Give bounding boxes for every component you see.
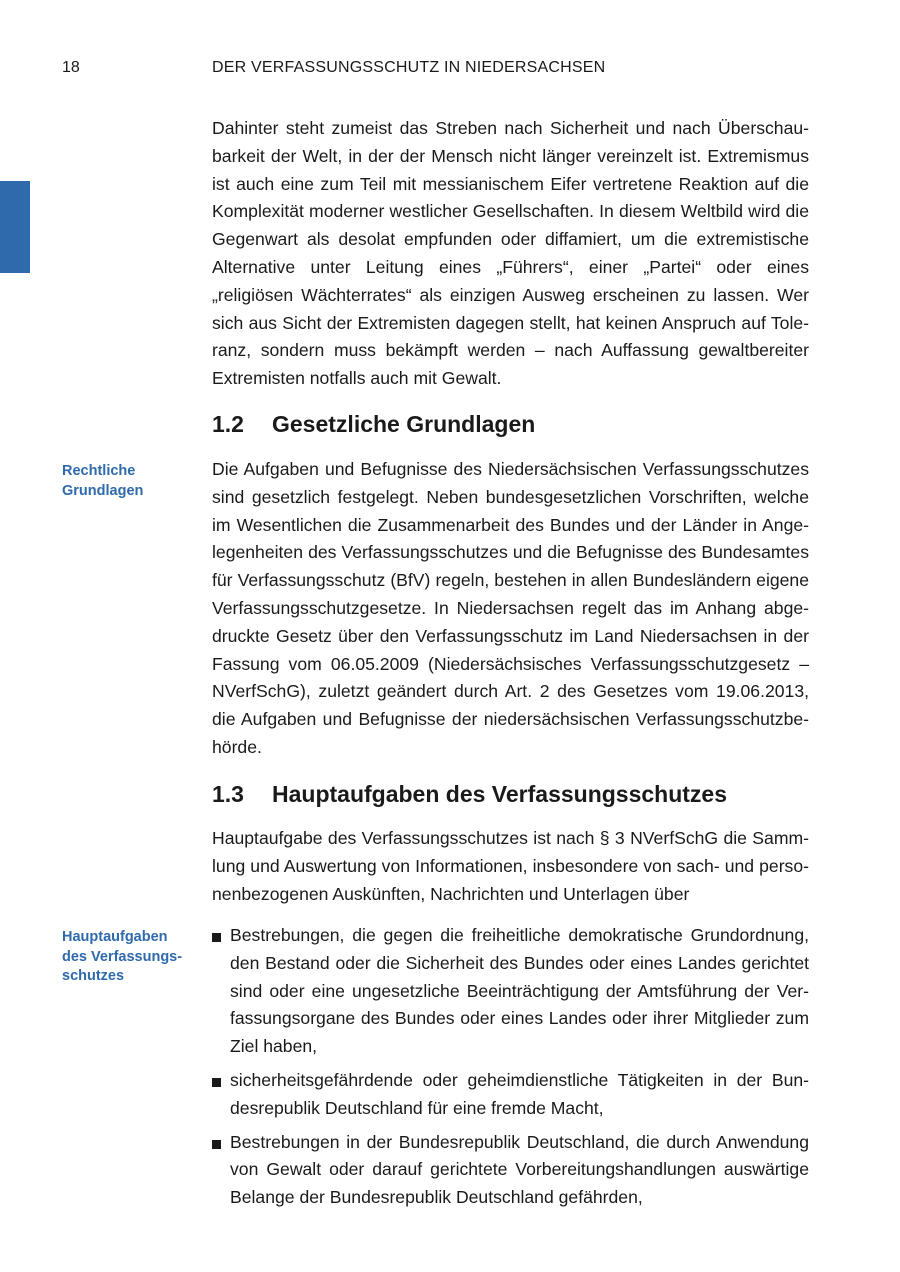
main-tasks-list xyxy=(212,922,809,1218)
list-item xyxy=(212,1067,809,1123)
list-item xyxy=(212,922,809,1061)
list-item-text: Bestrebungen in der Bundesrepublik Deutschland, die durch Anwendung von Gewalt oder darauf gerichtete Vorbereitungshandlungen auswärtige Belange der Bundesrepublik Deutschland gefährden, xyxy=(230,1131,809,1208)
margin-note-legal-basis: Rechtliche Grundlagen xyxy=(62,463,144,499)
square-bullet-icon xyxy=(212,1078,221,1087)
section-heading-1-2 xyxy=(212,411,535,438)
main-tasks-paragraph: Hauptaufgabe des Verfassungsschutzes ist nach § 3 NVerfSchG die Sammlung und Auswertung von Informationen, insbesondere von sach- und personenbezogenen Auskünften, Nachrichten und Unterlagen über xyxy=(212,828,809,904)
list-item-text: Bestrebungen, die gegen die freiheitliche demokratische Grundordnung, den Bestand oder die Sicherheit des Bundes oder eines Landes gerichtet sind oder eine ungesetzliche Beeinträchtigung der Amtsführung der Verfassungsorgane des Bundes oder eines Landes oder ihrer Mitglieder zum Ziel haben, xyxy=(230,925,809,1057)
margin-note-main-tasks: Hauptaufgaben des Verfassungs-schutzes xyxy=(62,929,183,984)
chapter-tab-marker xyxy=(0,181,30,273)
page-number: 18 xyxy=(62,59,80,76)
section-title: Hauptaufgaben des Verfassungsschutzes xyxy=(272,781,728,807)
running-header: DER VERFASSUNGSSCHUTZ IN NIEDERSACHSEN xyxy=(212,59,606,76)
square-bullet-icon xyxy=(212,933,221,942)
intro-paragraph: Dahinter steht zumeist das Streben nach Sicherheit und nach Überschaubarkeit der Welt, in der der Mensch nicht länger vereinzelt ist. Extremismus ist auch eine zum Teil mit messianischem Eifer vertretene Reaktion auf die Komplexität moderner westlicher Gesellschaften. In diesem Weltbild wird die Gegenwart als desolat empfunden oder diffamiert, um die extremistische Alternative unter Leitung eines „Führers“, einer „Partei“ oder eines „religiösen Wächterrates“ als einzigen Ausweg erscheinen zu lassen. Wer sich aus Sicht der Extremisten dagegen stellt, hat keinen Anspruch auf Toleranz, sondern muss bekämpft werden – nach Auffassung gewaltbereiter Extremisten notfalls auch mit Gewalt. xyxy=(212,118,809,389)
section-number: 1.2 xyxy=(212,411,244,437)
section-number: 1.3 xyxy=(212,781,244,807)
list-item xyxy=(212,1129,809,1212)
square-bullet-icon xyxy=(212,1140,221,1149)
section-title: Gesetzliche Grundlagen xyxy=(272,411,536,437)
legal-basis-paragraph: Die Aufgaben und Befugnisse des Niedersächsischen Verfassungsschutzes sind gesetzlich festgelegt. Neben bundesgesetzlichen Vorschriften, welche im Wesentlichen die Zusammenarbeit des Bundes und der Länder in Angelegenheiten des Verfassungsschutzes und die Befugnisse des Bundesamtes für Verfassungsschutz (BfV) regeln, bestehen in allen Bundesländern eigene Verfassungsschutzgesetze. In Niedersachsen regelt das im Anhang abgedruckte Gesetz über den Verfassungsschutz im Land Niedersachsen in der Fassung vom 06.05.2009 (Niedersächsisches Verfassungsschutzgesetz – NVerfSchG), zuletzt geändert durch Art. 2 des Gesetzes vom 19.06.2013, die Aufgaben und Befugnisse der niedersächsischen Verfassungsschutzbehörde. xyxy=(212,459,809,757)
list-item-text: sicherheitsgefährdende oder geheimdienstliche Tätigkeiten in der Bundesrepublik Deutschland für eine fremde Macht, xyxy=(230,1069,809,1118)
section-heading-1-3 xyxy=(212,781,727,808)
